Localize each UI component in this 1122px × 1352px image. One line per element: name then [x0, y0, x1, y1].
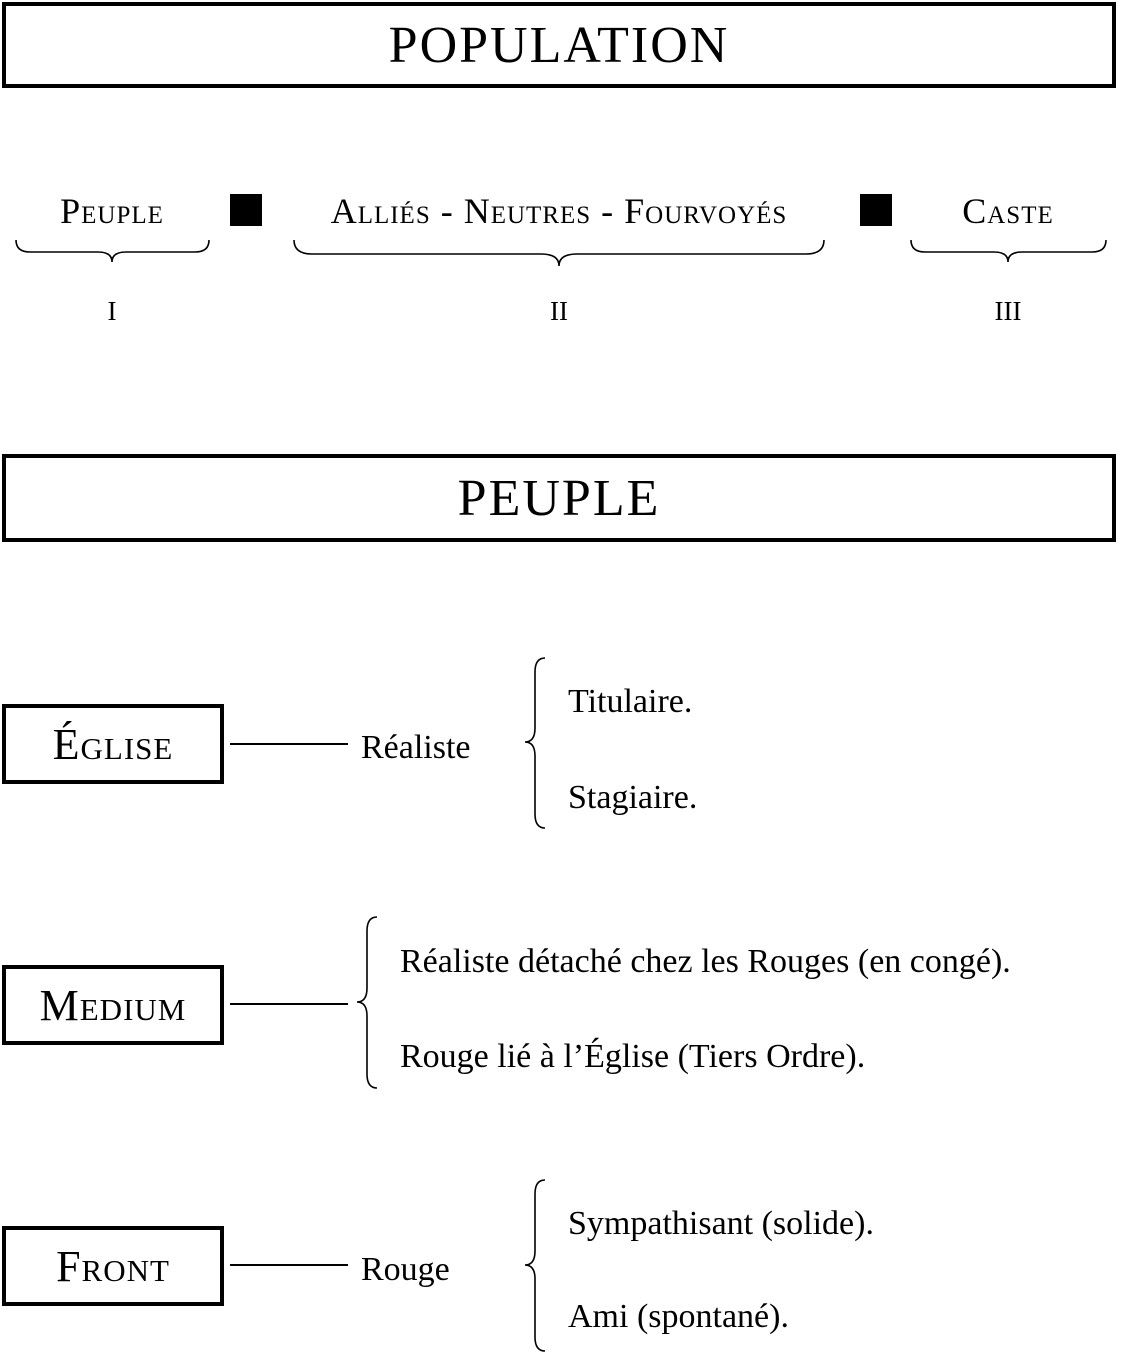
item-text: Rouge lié à l’Église (Tiers Ordre).	[400, 1038, 866, 1075]
group-numeral-iii: III	[994, 296, 1022, 326]
group-label-allies: Alliés - Neutres - Fourvoyés	[330, 191, 788, 231]
brace-eglise	[525, 658, 545, 828]
item-text: Sympathisant (solide).	[568, 1205, 874, 1242]
connector-label: Rouge	[361, 1251, 450, 1288]
category-name: Medium	[39, 980, 187, 1030]
connector-label: Réaliste	[361, 729, 471, 766]
group-label-caste: Caste	[962, 191, 1054, 231]
group-numeral-ii: II	[550, 296, 568, 326]
category-name: Église	[52, 719, 174, 769]
category-name: Front	[56, 1241, 170, 1291]
item-text: Réaliste détaché chez les Rouges (en congé).	[400, 943, 1011, 980]
item-text: Stagiaire.	[568, 779, 698, 816]
brace-front	[525, 1180, 545, 1351]
underbrace-i	[16, 240, 209, 262]
population-title: POPULATION	[388, 16, 730, 74]
underbrace-ii	[294, 240, 824, 266]
item-text: Ami (spontané).	[568, 1298, 789, 1335]
peuple-title: PEUPLE	[457, 469, 661, 527]
group-label-peuple: Peuple	[60, 191, 164, 231]
group-numeral-i: I	[107, 296, 117, 326]
item-text: Titulaire.	[568, 683, 693, 720]
underbrace-iii	[911, 240, 1106, 262]
brace-medium	[357, 917, 377, 1088]
